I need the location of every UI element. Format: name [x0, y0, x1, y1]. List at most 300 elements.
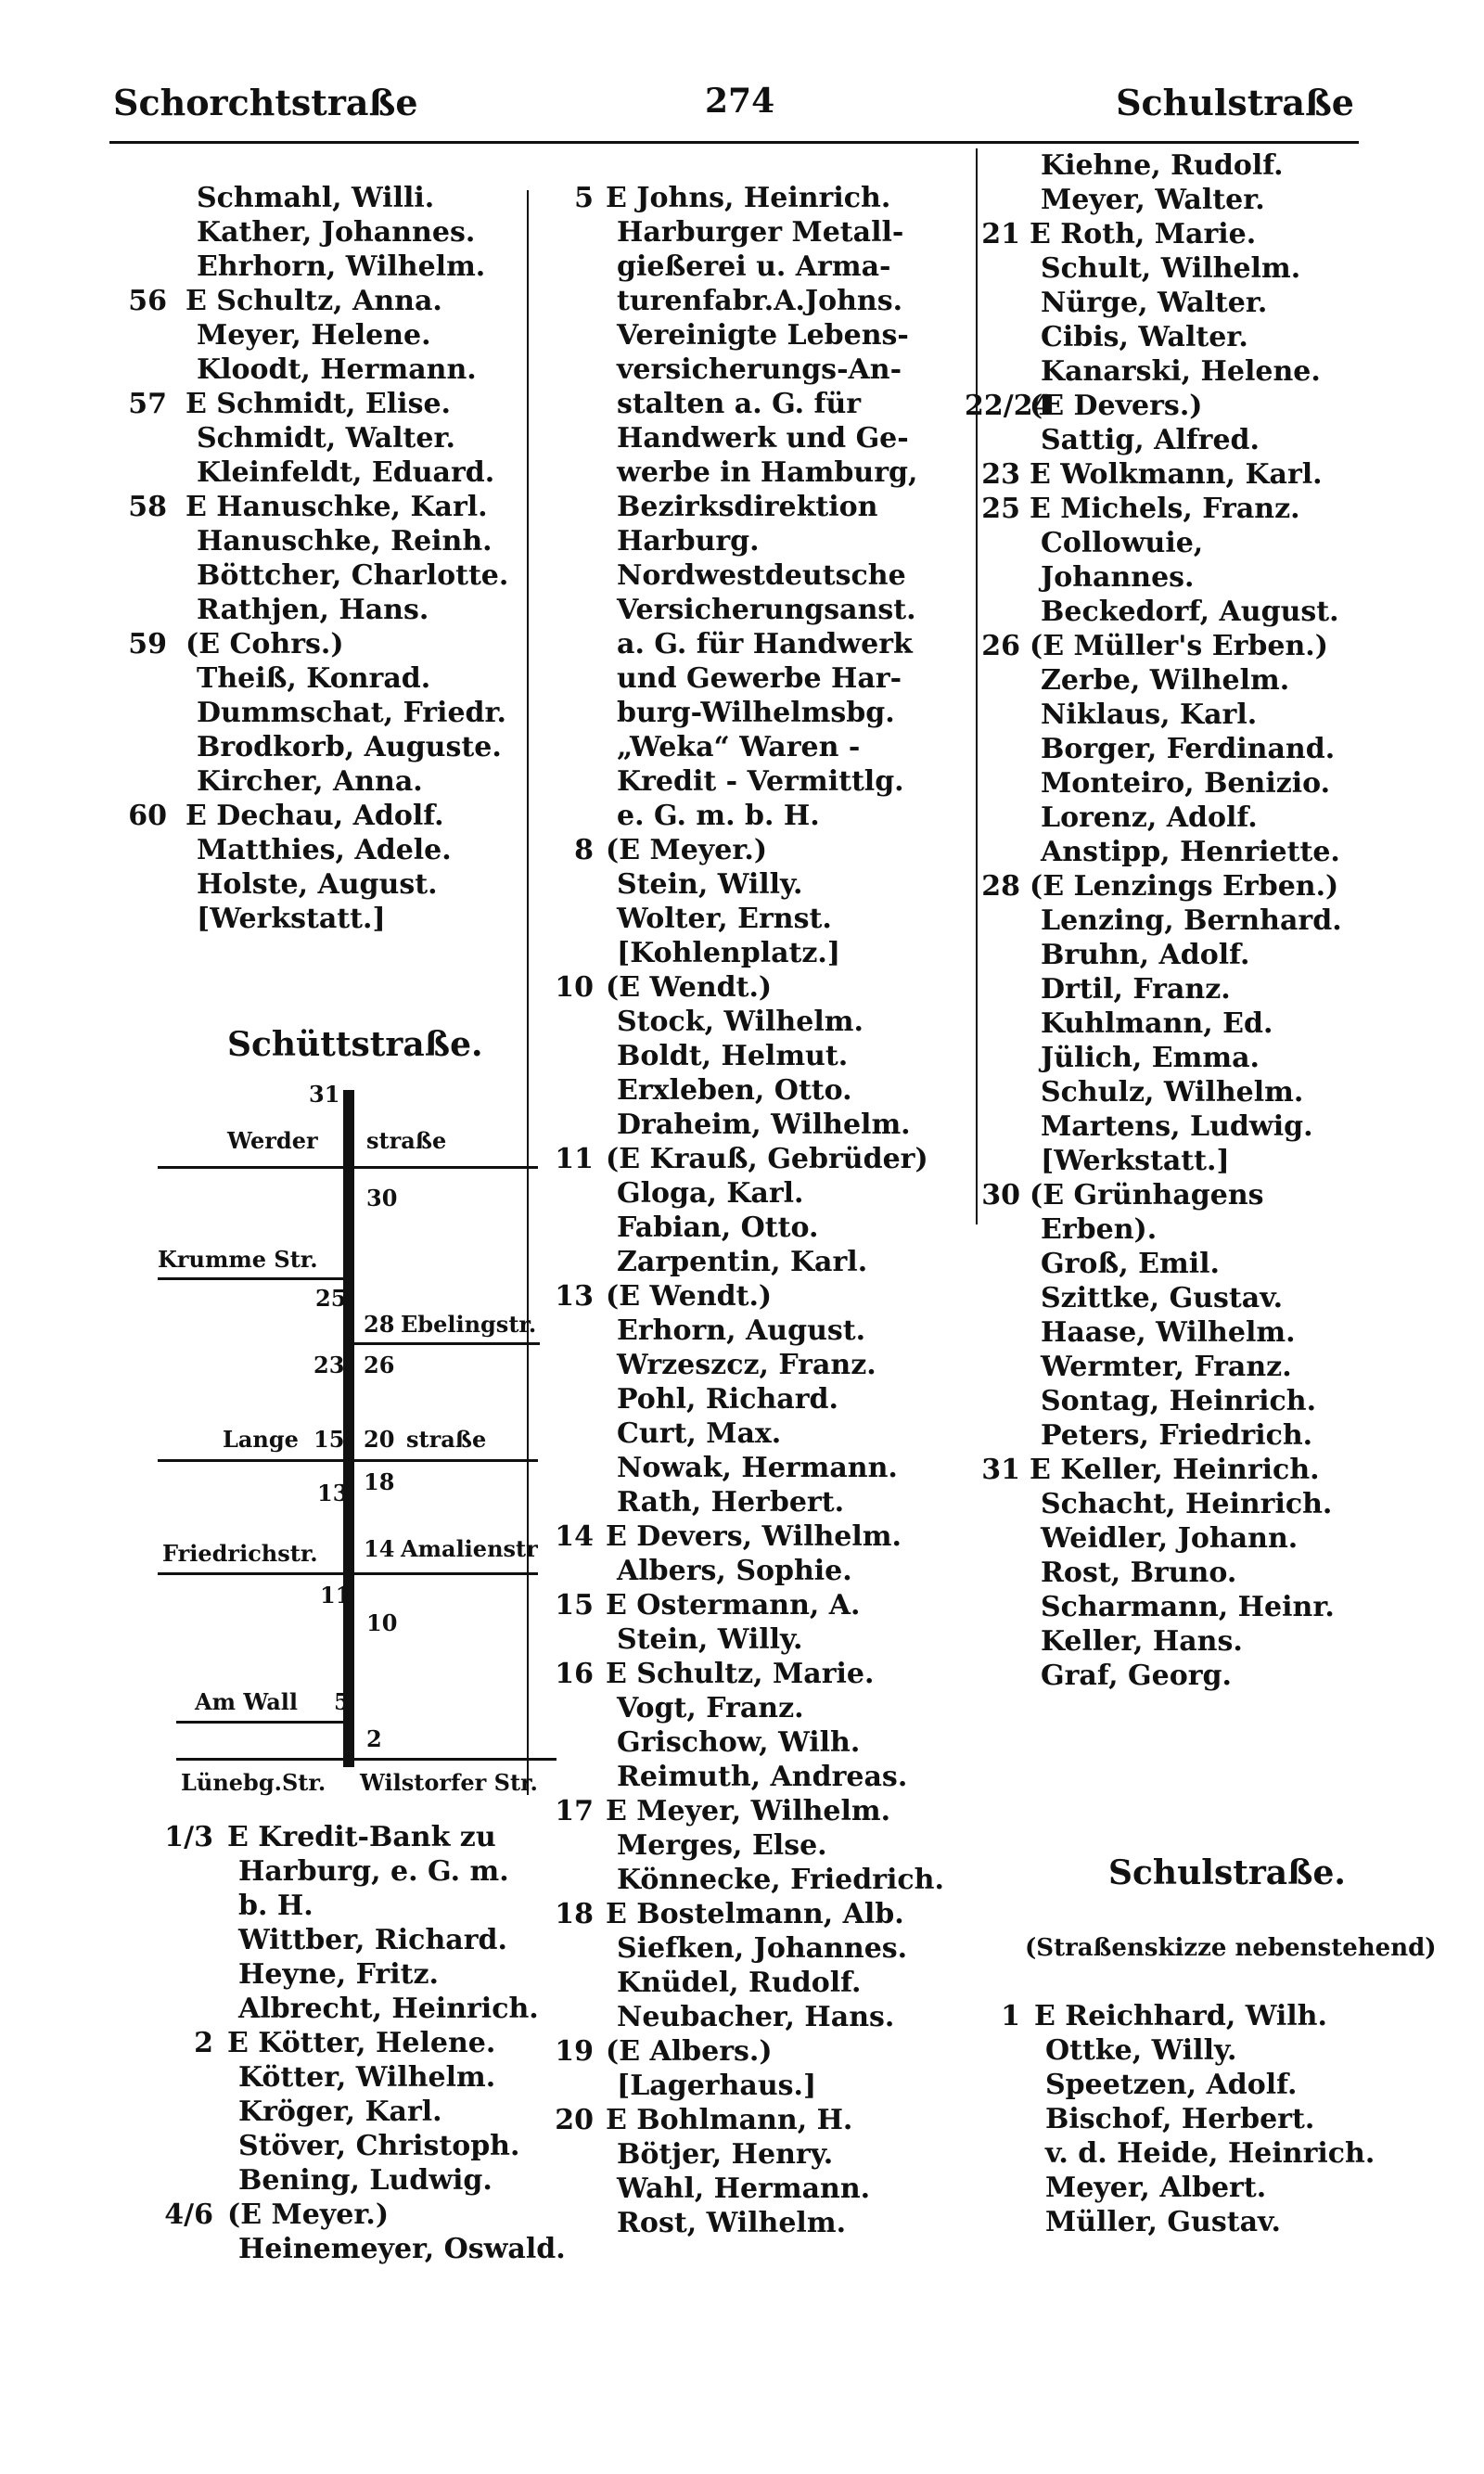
header-right-street: Schulstraße [1116, 82, 1354, 123]
resident-name: (E Lenzings Erben.) [1030, 870, 1339, 903]
list-item [965, 457, 1428, 492]
map-cross-street-line [176, 1721, 348, 1724]
map-house-number: 30 [366, 1185, 398, 1211]
list-item [543, 353, 979, 387]
resident-name: Beckedorf, August. [1041, 596, 1339, 628]
house-number: 13 [555, 1280, 594, 1313]
resident-name: Dummschat, Friedr. [197, 697, 506, 729]
resident-name: Johannes. [1041, 561, 1195, 594]
list-item [111, 661, 524, 696]
resident-name: Niklaus, Karl. [1041, 699, 1258, 731]
resident-name: Collowuie, [1041, 527, 1204, 559]
resident-name: E Schultz, Anna. [186, 285, 442, 317]
map-main-street-line [343, 1090, 354, 1767]
resident-name: Peters, Friedrich. [1041, 1419, 1313, 1452]
resident-name: Kloodt, Hermann. [197, 353, 477, 386]
map-street-label: Krumme Str. [158, 1246, 318, 1273]
resident-name: Stock, Wilhelm. [617, 1006, 864, 1038]
list-item [965, 492, 1428, 526]
list-item [988, 2205, 1452, 2239]
resident-name: Cibis, Walter. [1041, 321, 1248, 353]
list-item [111, 730, 524, 764]
list-item [543, 1622, 979, 1657]
resident-name: werbe in Hamburg, [617, 456, 918, 489]
resident-name: Rathjen, Hans. [197, 594, 429, 626]
list-item [111, 353, 524, 387]
list-item [111, 455, 524, 490]
list-item [543, 1897, 979, 1931]
list-item [965, 286, 1428, 320]
list-item [543, 318, 979, 353]
resident-name: (E Müller's Erben.) [1030, 630, 1328, 662]
list-item [965, 1487, 1428, 1521]
list-item [111, 181, 524, 215]
list-item [543, 1382, 979, 1416]
list-item [543, 1142, 979, 1176]
list-item [543, 2172, 979, 2206]
resident-name: Wolter, Ernst. [617, 903, 832, 935]
map-street-label: Friedrichstr. [162, 1540, 318, 1567]
resident-name: Schult, Wilhelm. [1041, 252, 1301, 285]
map-street-label: Lünebg.Str. [181, 1769, 326, 1796]
resident-name: Reimuth, Andreas. [617, 1761, 908, 1793]
resident-name: Kanarski, Helene. [1041, 355, 1321, 388]
resident-name: Wahl, Hermann. [617, 2173, 871, 2205]
resident-name: Borger, Ferdinand. [1041, 733, 1336, 765]
resident-name: Kleinfeldt, Eduard. [197, 456, 495, 489]
list-item [111, 524, 524, 558]
list-item [543, 661, 979, 696]
resident-name: Kather, Johannes. [197, 216, 476, 249]
list-item [543, 2206, 979, 2240]
list-item [543, 490, 979, 524]
resident-name: und Gewerbe Har- [617, 662, 902, 695]
resident-name: Harburg, e. G. m. [238, 1855, 509, 1888]
list-item [965, 629, 1428, 663]
resident-name: Stöver, Christoph. [238, 2130, 520, 2162]
list-item [111, 490, 524, 524]
resident-name: Rost, Wilhelm. [617, 2207, 847, 2239]
resident-name: Bischof, Herbert. [1045, 2103, 1315, 2135]
list-item [543, 387, 979, 421]
list-item [965, 1006, 1428, 1041]
house-number: 10 [555, 971, 594, 1004]
map-cross-street-line [158, 1277, 348, 1280]
resident-name: Versicherungsanst. [617, 594, 916, 626]
resident-name: Groß, Emil. [1041, 1248, 1220, 1280]
list-item [543, 833, 979, 867]
list-item [543, 524, 979, 558]
list-item [111, 833, 524, 867]
resident-name: Erhorn, August. [617, 1314, 866, 1347]
list-item [965, 217, 1428, 251]
map-street-label: straße [406, 1426, 487, 1453]
map-street-label: Am Wall [195, 1688, 299, 1715]
list-item [158, 1854, 584, 1889]
resident-name: Zerbe, Wilhelm. [1041, 664, 1290, 697]
section-subtitle-schulstrasse: (Straßenskizze nebenstehend) [1025, 1934, 1437, 1962]
resident-name: Nürge, Walter. [1041, 287, 1268, 319]
resident-name: Heinemeyer, Oswald. [238, 2233, 566, 2265]
resident-name: a. G. für Handwerk [617, 628, 913, 660]
list-item [965, 595, 1428, 629]
schulstrasse-entries [988, 1999, 1452, 2239]
house-number: 11 [555, 1143, 594, 1175]
resident-name: E Bostelmann, Alb. [606, 1898, 904, 1930]
resident-name: Kröger, Karl. [238, 2096, 442, 2128]
list-item [111, 799, 524, 833]
house-number: 4/6 [164, 2198, 213, 2231]
list-item [965, 1350, 1428, 1384]
resident-name: Sattig, Alfred. [1041, 424, 1260, 456]
resident-name: Draheim, Wilhelm. [617, 1109, 911, 1141]
list-item [965, 251, 1428, 286]
list-item [158, 1992, 584, 2026]
resident-name: „Weka“ Waren - [617, 731, 861, 763]
resident-name: E Kötter, Helene. [227, 2027, 496, 2059]
list-item [965, 1590, 1428, 1624]
house-number: 14 [555, 1520, 594, 1553]
resident-name: Kiehne, Rudolf. [1041, 149, 1284, 182]
house-number: 18 [555, 1898, 594, 1930]
resident-name: Schmidt, Walter. [197, 422, 455, 455]
house-number: 28 [981, 870, 1020, 903]
list-item [965, 801, 1428, 835]
resident-name: [Werkstatt.] [1041, 1145, 1230, 1177]
resident-name: turenfabr.A.Johns. [617, 285, 903, 317]
resident-name: Fabian, Otto. [617, 1211, 819, 1244]
list-item [965, 1556, 1428, 1590]
resident-name: b. H. [238, 1890, 313, 1922]
house-number: 21 [981, 218, 1020, 250]
list-item [543, 799, 979, 833]
resident-name: Schulz, Wilhelm. [1041, 1076, 1304, 1109]
resident-name: Müller, Gustav. [1045, 2206, 1281, 2238]
list-item [158, 1820, 584, 1854]
resident-name: Matthies, Adele. [197, 834, 452, 866]
resident-name: E Hanuschke, Karl. [186, 491, 488, 523]
resident-name: Lorenz, Adolf. [1041, 801, 1258, 834]
list-item [965, 1281, 1428, 1315]
resident-name: Stein, Willy. [617, 1623, 803, 1656]
list-item [543, 1691, 979, 1725]
map-house-number: 18 [364, 1468, 395, 1495]
resident-name: Theiß, Konrad. [197, 662, 431, 695]
resident-name: E Meyer, Wilhelm. [606, 1795, 891, 1827]
list-item [543, 2034, 979, 2069]
resident-name: Wittber, Richard. [238, 1924, 507, 1956]
resident-name: Erben). [1041, 1213, 1158, 1246]
resident-name: E Johns, Heinrich. [606, 182, 891, 214]
list-item [965, 1247, 1428, 1281]
list-item [158, 2060, 584, 2095]
list-item [543, 764, 979, 799]
resident-name: Wrzeszcz, Franz. [617, 1349, 876, 1381]
resident-name: E Michels, Franz. [1030, 493, 1300, 525]
list-item [543, 2137, 979, 2172]
list-item [543, 867, 979, 902]
resident-name: (E Wendt.) [606, 1280, 773, 1313]
resident-name: Siefken, Johannes. [617, 1932, 908, 1965]
list-item [965, 1453, 1428, 1487]
resident-name: Meyer, Walter. [1041, 184, 1265, 216]
list-item [988, 2033, 1452, 2068]
resident-name: Schmahl, Willi. [197, 182, 435, 214]
resident-name: Scharmann, Heinr. [1041, 1591, 1335, 1623]
list-item [543, 421, 979, 455]
list-item [965, 148, 1428, 183]
column-2 [543, 181, 979, 2240]
list-item [965, 1624, 1428, 1659]
list-item [988, 1999, 1452, 2033]
resident-name: Harburg. [617, 525, 760, 558]
list-item [543, 1108, 979, 1142]
list-item [158, 1889, 584, 1923]
map-house-number: 23 [313, 1352, 345, 1378]
list-item [543, 1451, 979, 1485]
resident-name: Rath, Herbert. [617, 1486, 845, 1519]
list-item [111, 593, 524, 627]
list-item [543, 627, 979, 661]
house-number: 16 [555, 1658, 594, 1690]
list-item [543, 1828, 979, 1863]
resident-name: Weidler, Johann. [1041, 1522, 1298, 1555]
list-item [543, 1314, 979, 1348]
house-number: 31 [981, 1454, 1020, 1486]
resident-name: Sontag, Heinrich. [1041, 1385, 1317, 1417]
map-house-number: 11 [320, 1582, 352, 1609]
house-number: 30 [981, 1179, 1020, 1211]
resident-name: Stein, Willy. [617, 868, 803, 901]
house-number: 15 [555, 1589, 594, 1622]
list-item [158, 2026, 584, 2060]
resident-name: E Roth, Marie. [1030, 218, 1257, 250]
map-street-label: Lange [223, 1426, 299, 1453]
resident-name: Wermter, Franz. [1041, 1351, 1292, 1383]
list-item [543, 1588, 979, 1622]
resident-name: Albers, Sophie. [617, 1555, 852, 1587]
list-item [543, 1863, 979, 1897]
resident-name: stalten a. G. für [617, 388, 862, 420]
house-number: 5 [574, 182, 594, 214]
map-street-label: Ebelingstr. [401, 1311, 537, 1338]
list-item [988, 2136, 1452, 2171]
resident-name: E Schultz, Marie. [606, 1658, 875, 1690]
house-number: 22/24 [965, 390, 1053, 422]
list-item [158, 2198, 584, 2232]
map-cross-street-line [158, 1166, 538, 1169]
list-item [111, 558, 524, 593]
resident-name: Handwerk und Ge- [617, 422, 909, 455]
list-item [543, 1073, 979, 1108]
resident-name: Jülich, Emma. [1041, 1042, 1260, 1074]
house-number: 26 [981, 630, 1020, 662]
list-item [543, 1485, 979, 1519]
list-item [543, 1245, 979, 1279]
header-rule [109, 141, 1359, 144]
list-item [965, 869, 1428, 904]
list-item [965, 835, 1428, 869]
list-item [543, 1760, 979, 1794]
resident-name: Martens, Ludwig. [1041, 1110, 1313, 1143]
list-item [965, 766, 1428, 801]
map-cross-street-line [158, 1572, 538, 1575]
list-item [543, 1348, 979, 1382]
map-street-label: Wilstorfer Str. [360, 1769, 538, 1796]
house-number: 2 [194, 2027, 213, 2059]
resident-name: Merges, Else. [617, 1829, 827, 1862]
resident-name: (E Devers.) [1030, 390, 1203, 422]
list-item [965, 423, 1428, 457]
list-item [543, 1519, 979, 1554]
list-item [965, 1075, 1428, 1109]
house-number: 17 [555, 1795, 594, 1827]
resident-name: Kircher, Anna. [197, 765, 423, 798]
list-item [965, 1109, 1428, 1144]
list-item [965, 1212, 1428, 1247]
list-item [965, 560, 1428, 595]
map-house-number: 13 [317, 1480, 349, 1506]
resident-name: Kuhlmann, Ed. [1041, 1007, 1273, 1040]
resident-name: Neubacher, Hans. [617, 2001, 895, 2033]
resident-name: (E Meyer.) [606, 834, 768, 866]
house-number: 19 [555, 2035, 594, 2068]
list-item [158, 1923, 584, 1957]
list-item [543, 215, 979, 250]
resident-name: E Keller, Heinrich. [1030, 1454, 1320, 1486]
list-item [158, 2129, 584, 2163]
list-item [965, 389, 1428, 423]
list-item [543, 1725, 979, 1760]
list-item [965, 354, 1428, 389]
street-map-schuettstrasse [158, 1081, 566, 1804]
resident-name: Meyer, Albert. [1045, 2172, 1267, 2204]
resident-name: [Werkstatt.] [197, 903, 386, 935]
resident-name: E Devers, Wilhelm. [606, 1520, 902, 1553]
map-house-number: 15 [313, 1426, 345, 1453]
section-title-schulstrasse: Schulstraße. [1108, 1853, 1346, 1892]
list-item [965, 663, 1428, 698]
list-item [965, 526, 1428, 560]
resident-name: Heyne, Fritz. [238, 1958, 439, 1991]
resident-name: (E Wendt.) [606, 971, 773, 1004]
resident-name: E Ostermann, A. [606, 1589, 861, 1622]
house-number: 56 [128, 285, 167, 317]
resident-name: E Kredit-Bank zu [227, 1821, 496, 1853]
house-number: 57 [128, 388, 167, 420]
resident-name: Brodkorb, Auguste. [197, 731, 502, 763]
map-house-number: 2 [366, 1725, 382, 1752]
list-item [111, 627, 524, 661]
resident-name: (E Krauß, Gebrüder) [606, 1143, 928, 1175]
house-number: 1 [1001, 2000, 1020, 2032]
resident-name: Nordwestdeutsche [617, 559, 906, 592]
list-item [543, 1176, 979, 1211]
house-number: 8 [574, 834, 594, 866]
resident-name: Szittke, Gustav. [1041, 1282, 1284, 1314]
resident-name: [Lagerhaus.] [617, 2070, 817, 2102]
resident-name: Vogt, Franz. [617, 1692, 804, 1724]
list-item [111, 902, 524, 936]
list-item [965, 1418, 1428, 1453]
house-number: 60 [128, 800, 167, 832]
resident-name: Bezirksdirektion [617, 491, 878, 523]
list-item [111, 867, 524, 902]
list-item [543, 2103, 979, 2137]
list-item [543, 1966, 979, 2000]
resident-name: Bötjer, Henry. [617, 2138, 834, 2171]
list-item [111, 387, 524, 421]
map-street-label: Werder [227, 1127, 318, 1154]
column-1 [111, 181, 524, 936]
resident-name: E Schmidt, Elise. [186, 388, 451, 420]
map-house-number: 25 [315, 1285, 347, 1312]
resident-name: Erxleben, Otto. [617, 1074, 852, 1107]
list-item [543, 250, 979, 284]
list-item [965, 183, 1428, 217]
house-number: 1/3 [164, 1821, 213, 1853]
list-item [965, 1659, 1428, 1693]
schuettstrasse-entries [158, 1820, 584, 2266]
resident-name: Bening, Ludwig. [238, 2164, 493, 2197]
resident-name: Bruhn, Adolf. [1041, 939, 1250, 971]
map-house-number: 26 [364, 1352, 395, 1378]
list-item [543, 730, 979, 764]
list-item [158, 2232, 584, 2266]
list-item [543, 1039, 979, 1073]
resident-name: Harburger Metall- [617, 216, 904, 249]
list-item [111, 318, 524, 353]
list-item [158, 1957, 584, 1992]
map-house-number: 10 [366, 1609, 398, 1636]
resident-name: Könnecke, Friedrich. [617, 1864, 944, 1896]
resident-name: Ehrhorn, Wilhelm. [197, 250, 486, 283]
resident-name: Schacht, Heinrich. [1041, 1488, 1333, 1520]
list-item [988, 2068, 1452, 2102]
list-item [988, 2171, 1452, 2205]
house-number: 59 [128, 628, 167, 660]
list-item [965, 938, 1428, 972]
resident-name: versicherungs-An- [617, 353, 902, 386]
list-item [988, 2102, 1452, 2136]
list-item [965, 1315, 1428, 1350]
list-item [543, 902, 979, 936]
list-item [543, 1657, 979, 1691]
list-item [543, 1794, 979, 1828]
map-street-label: straße [366, 1127, 447, 1154]
resident-name: gießerei u. Arma- [617, 250, 891, 283]
resident-name: Vereinigte Lebens- [617, 319, 909, 352]
list-item [965, 1178, 1428, 1212]
map-house-number: 28 [364, 1311, 395, 1338]
list-item [965, 1384, 1428, 1418]
list-item [543, 1554, 979, 1588]
list-item [543, 2069, 979, 2103]
list-item [543, 1005, 979, 1039]
resident-name: Ottke, Willy. [1045, 2034, 1237, 2067]
resident-name: Curt, Max. [617, 1417, 782, 1450]
resident-name: Drtil, Franz. [1041, 973, 1231, 1006]
list-item [158, 2163, 584, 2198]
house-number: 23 [981, 458, 1020, 491]
house-number: 58 [128, 491, 167, 523]
list-item [965, 320, 1428, 354]
list-item [111, 215, 524, 250]
resident-name: burg-Wilhelmsbg. [617, 697, 895, 729]
resident-name: (E Meyer.) [227, 2198, 390, 2231]
list-item [543, 558, 979, 593]
list-item [543, 1211, 979, 1245]
